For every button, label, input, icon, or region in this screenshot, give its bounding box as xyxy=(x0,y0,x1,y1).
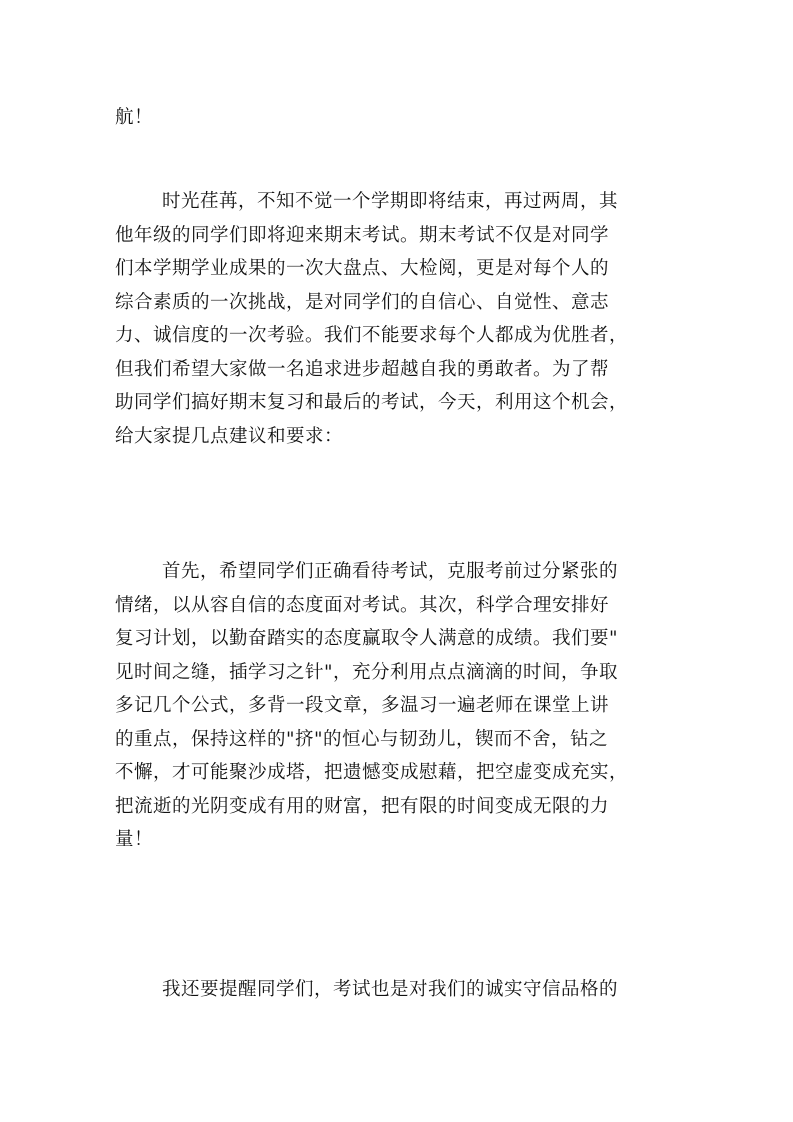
paragraph-semester-ending xyxy=(115,185,683,453)
text-line: 助同学们搞好期末复习和最后的考试，今天，利用这个机会， xyxy=(115,392,629,413)
text-line: 首先，希望同学们正确看待考试，克服考前过分紧张的 xyxy=(162,561,619,582)
text-line: 力、诚信度的一次考验。我们不能要求每个人都成为优胜者， xyxy=(115,325,629,346)
text-line: 见时间之缝，插学习之针"，充分利用点点滴滴的时间，争取 xyxy=(115,661,619,683)
text-line: 时光荏苒，不知不觉一个学期即将结束，再过两周，其 xyxy=(162,191,619,212)
text-line: 的重点，保持这样的"挤"的恒心与韧劲儿，锲而不舍，钻之 xyxy=(115,728,609,750)
paragraph-honesty-reminder xyxy=(115,973,683,1007)
paragraph-exam-advice xyxy=(115,555,683,857)
text-line: 把流逝的光阴变成有用的财富，把有限的时间变成无限的力 xyxy=(115,795,610,817)
text-line: 他年级的同学们即将迎来期末考试。期末考试不仅是对同学 xyxy=(115,224,610,246)
text-line: 我还要提醒同学们，考试也是对我们的诚实守信品格的 xyxy=(162,979,619,1000)
text-line: 情绪，以从容自信的态度面对考试。其次，科学合理安排好 xyxy=(115,594,610,616)
text-line: 综合素质的一次挑战，是对同学们的自信心、自觉性、意志 xyxy=(115,291,610,313)
text-line: 航！ xyxy=(115,107,154,128)
text-line: 给大家提几点建议和要求： xyxy=(115,425,344,447)
text-line: 复习计划，以勤奋踏实的态度赢取令人满意的成绩。我们要" xyxy=(115,628,619,649)
text-line: 量！ xyxy=(115,829,154,850)
text-line: 不懈，才可能聚沙成塔，把遗憾变成慰藉，把空虚变成充实， xyxy=(115,762,629,783)
text-line: 多记几个公式，多背一段文章，多温习一遍老师在课堂上讲 xyxy=(115,695,610,716)
paragraph-continuation xyxy=(115,101,683,135)
text-line: 们本学期学业成果的一次大盘点、大检阅，更是对每个人的 xyxy=(115,258,610,279)
text-line: 但我们希望大家做一名追求进步超越自我的勇敢者。为了帮 xyxy=(115,358,610,380)
